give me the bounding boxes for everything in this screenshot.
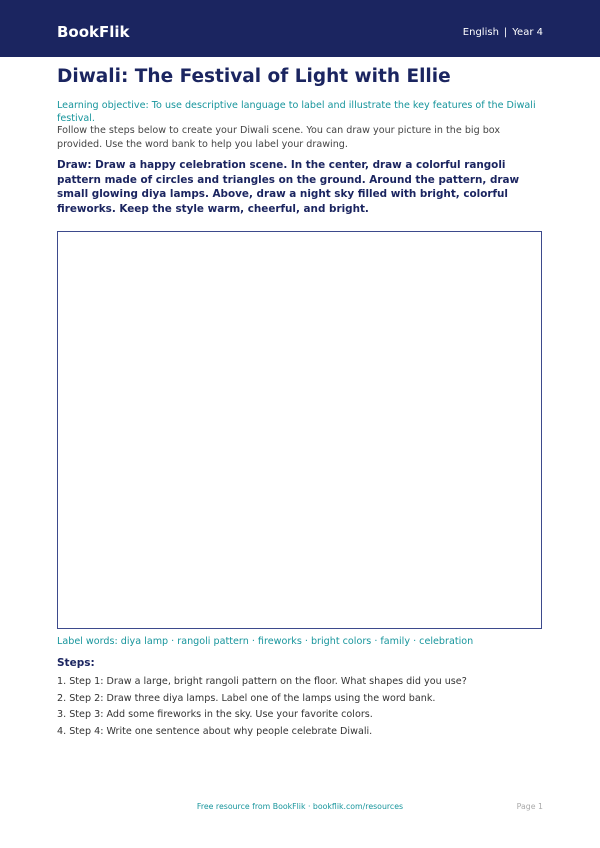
draw-prompt: Draw: Draw a happy celebration scene. In the center, draw a colorful rangoli pattern made of circles and triangles on the ground. Around the pattern, draw small glowing diya lamps. Above, draw a night sky filled with bright, colorful fireworks. Keep the style warm, cheerful, and bright. <box>57 159 520 215</box>
intro-text: Follow the steps below to create your Diwali scene. You can draw your picture in the big box provided. Use the word bank to help you label your drawing. <box>57 125 501 150</box>
steps-heading: Steps: <box>57 657 95 669</box>
header-bar <box>0 0 600 57</box>
page-number: Page 1 <box>516 802 543 811</box>
learning-objective: Learning objective: To use descriptive language to label and illustrate the key features of the Diwali festival. <box>57 100 536 124</box>
step-item: 3. Step 3: Add some fireworks in the sky. Use your favorite colors. <box>57 709 373 720</box>
step-item: 1. Step 1: Draw a large, bright rangoli pattern on the floor. What shapes did you use? <box>57 676 467 687</box>
drawing-box[interactable] <box>57 231 542 629</box>
meta-separator: | <box>503 27 508 38</box>
header-meta <box>463 26 543 40</box>
step-item: 4. Step 4: Write one sentence about why people celebrate Diwali. <box>57 725 373 737</box>
step-item: 2. Step 2: Draw three diya lamps. Label one of the lamps using the word bank. <box>57 692 436 704</box>
steps-list <box>57 675 547 741</box>
brand-logo: BookFlik <box>57 23 130 41</box>
subject-label: English <box>462 27 499 38</box>
word-bank: Label words: diya lamp · rangoli pattern · fireworks · bright colors · family · celebration <box>57 636 474 647</box>
page-title: Diwali: The Festival of Light with Ellie <box>57 66 451 87</box>
year-label: Year 4 <box>512 27 543 38</box>
footer-credit: Free resource from BookFlik · bookflik.com/resources <box>196 802 404 811</box>
